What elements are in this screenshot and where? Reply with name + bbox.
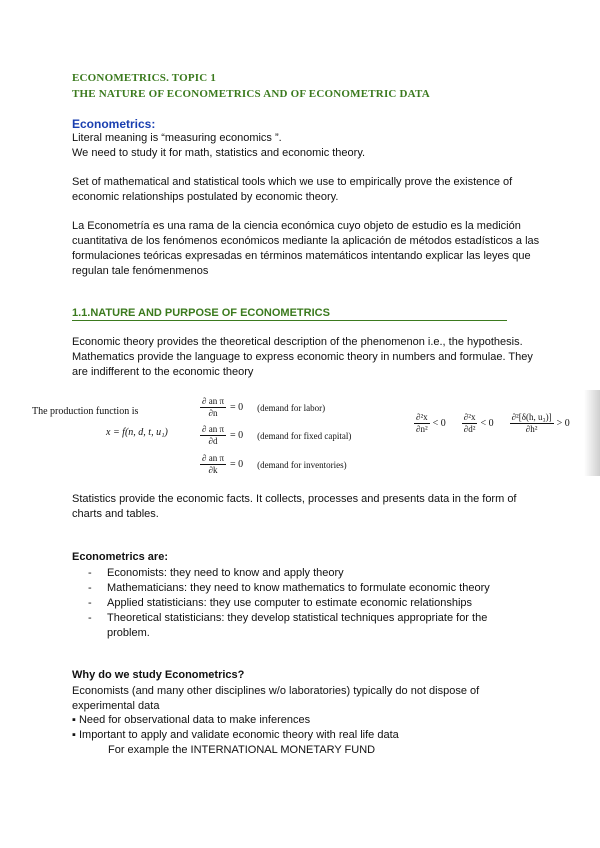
section-heading-nature-purpose: 1.1.NATURE AND PURPOSE OF ECONOMETRICS: [72, 307, 507, 321]
first-order-condition-labor: $\frac{\text{∂ an π}}{\partial n}$ = 0 (demand for labor): [202, 396, 326, 418]
production-function-label: The production function is: [32, 406, 139, 417]
second-order-conditions: $\frac{\text{∂²x}}{\text{∂n²}}$ < 0 $\frac{\text{∂²x}}{\text{∂d²}}$ < 0 $\frac{\text{∂²[δ(h, u₃)]}}{\text{∂h²}}$ > 0: [416, 412, 570, 434]
spanish-paragraph: La Econometría es una rama de la ciencia económica cuyo objeto de estudio es la medición cuantitativa de los fenómenos económicos mediante la aplicación de métodos estadísticos a las formulaciones teóricas expresadas en términos matemáticos intentando explicar las leyes que regulan tale fenómenmenos: [72, 220, 540, 277]
list-item: - Economists: they need to know and apply theory: [72, 566, 512, 581]
statistics-paragraph: Statistics provide the economic facts. It collects, processes and presents data in the form of charts and tables.: [72, 493, 517, 520]
econometrics-lines: [72, 131, 542, 161]
example-line: For example the INTERNATIONAL MONETARY FUND: [108, 744, 376, 756]
figure-edge-shadow: [584, 390, 600, 476]
tools-paragraph: Set of mathematical and statistical tools which we use to empirically prove the existence of economic relationships postulated by economic theory.: [72, 176, 513, 203]
fraction: $\frac{\text{∂²x}}{\text{∂d²}}$: [463, 412, 476, 434]
study-reason-line: We need to study it for math, statistics and economic theory.: [72, 147, 366, 159]
fraction: $\frac{\text{∂²x}}{\text{∂n²}}$: [416, 412, 428, 434]
econometrics-heading: Econometrics:: [72, 117, 156, 131]
list-item: - Mathematicians: they need to know mathematics to formulate economic theory: [72, 581, 512, 596]
econometrics-are-list: [72, 566, 512, 641]
fraction: $\frac{\text{∂ an π}}{\partial n}$: [202, 396, 224, 418]
why-study-intro: Economists (and many other disciplines w/o laboratories) typically do not dispose of experimental data: [72, 685, 480, 712]
why-study-heading: Why do we study Econometrics?: [72, 669, 245, 681]
fraction: $\frac{\text{∂ an π}}{\partial k}$: [202, 453, 224, 475]
why-study-bullets: [72, 713, 542, 758]
square-bullet-icon: ▪: [72, 729, 76, 741]
fraction: $\frac{\text{∂ an π}}{\partial d}$: [202, 424, 224, 446]
list-item: ▪ Important to apply and validate economic theory with real life data: [72, 729, 399, 741]
list-item: - Theoretical statisticians: they develop statistical techniques appropriate for the problem.: [72, 611, 512, 641]
doc-title-line2: THE NATURE OF ECONOMETRICS AND OF ECONOMETRIC DATA: [72, 88, 430, 100]
list-item: - Applied statisticians: they use computer to estimate economic relationships: [72, 596, 512, 611]
fraction: $\frac{\text{∂²[δ(h, u₃)]}}{\text{∂h²}}$: [511, 412, 552, 434]
list-item: ▪ Need for observational data to make inferences: [72, 714, 311, 726]
first-order-condition-inventories: $\frac{\text{∂ an π}}{\partial k}$ = 0 (demand for inventories): [202, 453, 347, 475]
production-function-equation: x = f(n, d, t, u₁): [106, 427, 168, 438]
econometrics-are-heading: Econometrics are:: [72, 551, 168, 563]
doc-title-line1: ECONOMETRICS. TOPIC 1: [72, 72, 217, 84]
literal-meaning-line: Literal meaning is “measuring economics ”.: [72, 132, 282, 144]
square-bullet-icon: ▪: [72, 714, 76, 726]
economic-theory-paragraph: Economic theory provides the theoretical description of the phenomenon i.e., the hypothesis. Mathematics provide the language to express economic theory in numbers and formulae. They are indifferent to the economic theory: [72, 336, 533, 378]
first-order-condition-capital: $\frac{\text{∂ an π}}{\partial d}$ = 0 (demand for fixed capital): [202, 424, 352, 446]
